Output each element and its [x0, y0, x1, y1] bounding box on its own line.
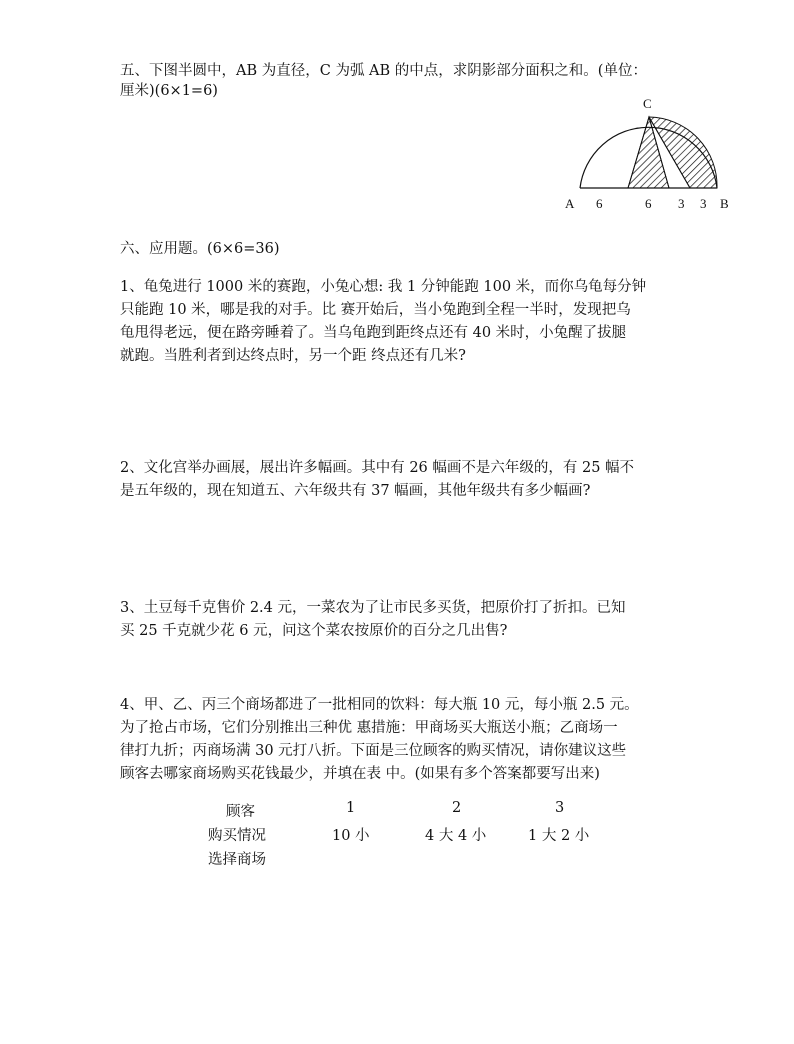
point-c-label: C: [643, 96, 652, 111]
point-b-label: B: [720, 196, 729, 211]
q2-line2: 是五年级的，现在知道五、六年级共有 37 幅画，其他年级共有多少幅画?: [120, 483, 591, 499]
segment-label-2: 6: [645, 196, 652, 211]
table-header-purchase: 购买情况: [208, 828, 266, 844]
section5-line1: 五、下图半圆中，AB 为直径，C 为弧 AB 的中点，求阴影部分面积之和。(单位：: [120, 63, 647, 79]
q3-line2: 买 25 千克就少花 6 元，问这个菜农按原价的百分之几出售?: [120, 623, 508, 639]
segment-label-1: 6: [596, 196, 603, 211]
q4-line3: 律打九折；丙商场满 30 元打八折。下面是三位顾客的购买情况，请你建议这些: [120, 743, 627, 759]
q4-line1: 4、甲、乙、丙三个商场都进了一批相同的饮料：每大瓶 10 元，每小瓶 2.5 元。: [120, 697, 639, 713]
table-purchase-2: 4 大 4 小: [425, 828, 487, 844]
q1-line2: 只能跑 10 米，哪是我的对手。比 赛开始后，当小兔跑到全程一半时，发现把乌: [120, 302, 631, 318]
segment-label-3: 3: [678, 196, 685, 211]
table-header-customer: 顾客: [226, 804, 255, 820]
q1-line3: 龟甩得老远，便在路旁睡着了。当乌龟跑到距终点还有 40 米时，小兔醒了拔腿: [120, 325, 627, 341]
q2-line1: 2、文化宫举办画展，展出许多幅画。其中有 26 幅画不是六年级的，有 25 幅不: [120, 460, 635, 476]
point-a-label: A: [565, 196, 575, 211]
segment-label-4: 3: [700, 196, 707, 211]
section5-line2: 厘米)(6×1=6): [120, 83, 218, 99]
q4-line4: 顾客去哪家商场购买花钱最少，并填在表 中。(如果有多个答案都要写出来): [120, 766, 600, 782]
table-purchase-1: 10 小: [332, 828, 370, 844]
table-customer-1: 1: [346, 800, 356, 816]
q1-line4: 就跑。当胜利者到达终点时，另一个距 终点还有几米?: [120, 348, 466, 364]
section6-heading: 六、应用题。(6×6=36): [120, 241, 280, 257]
table-customer-3: 3: [555, 800, 565, 816]
table-header-choice: 选择商场: [208, 852, 266, 868]
q3-line1: 3、土豆每千克售价 2.4 元，一菜农为了让市民多买货，把原价打了折扣。已知: [120, 600, 626, 616]
q1-line1: 1、龟兔进行 1000 米的赛跑，小兔心想: 我 1 分钟能跑 100 米，而你乌龟每分钟: [120, 279, 647, 295]
table-purchase-3: 1 大 2 小: [528, 828, 590, 844]
q4-line2: 为了抢占市场，它们分别推出三种优 惠措施：甲商场买大瓶送小瓶；乙商场一: [120, 720, 618, 736]
table-customer-2: 2: [452, 800, 462, 816]
